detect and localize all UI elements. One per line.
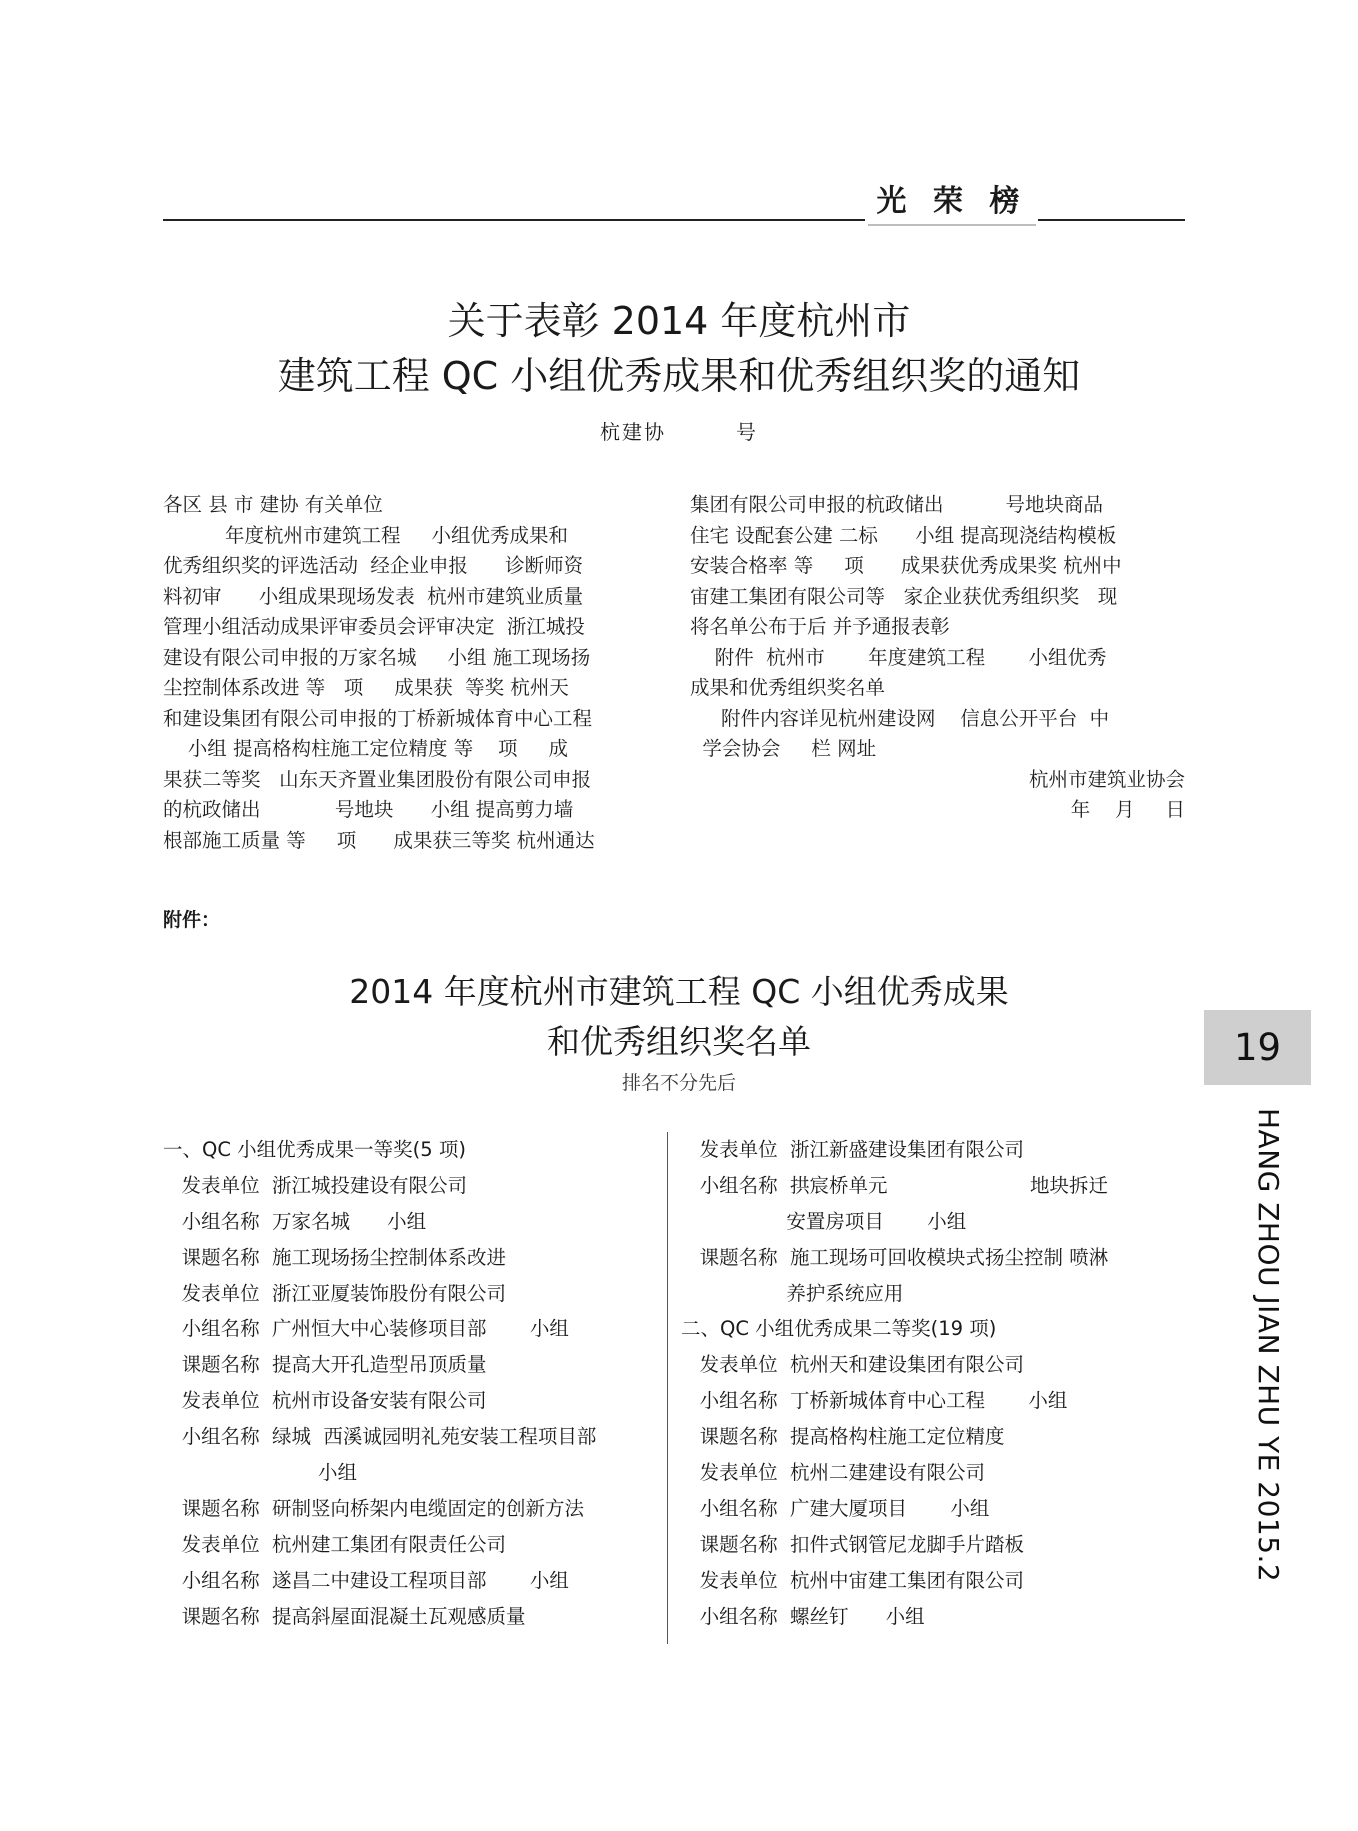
award-list-line: 养护系统应用: [681, 1281, 904, 1305]
award-list-line: 发表单位 杭州二建建设有限公司: [681, 1461, 985, 1485]
award-list-line: 课题名称 研制竖向桥架内电缆固定的创新方法: [163, 1496, 584, 1520]
header-rule-right: [1038, 219, 1185, 221]
award-list-line: 小组名称 遂昌二中建设工程项目部 小组: [163, 1568, 569, 1592]
notice-body-line: 小组 提高格构柱施工定位精度 等 项 成: [163, 737, 568, 760]
document-number: [0, 416, 1358, 445]
award-list-line: 小组名称 绿城 西溪诚园明礼苑安装工程项目部: [163, 1425, 597, 1449]
award-list-line: 安置房项目 小组: [681, 1209, 967, 1233]
award-list-line: 发表单位 杭州市设备安装有限公司: [163, 1389, 487, 1413]
award-list-line: 发表单位 浙江亚厦装饰股份有限公司: [163, 1281, 506, 1305]
section-title: 光 荣 榜: [868, 182, 1036, 226]
award-list-line: 小组名称 广州恒大中心装修项目部 小组: [163, 1317, 569, 1341]
document-number-suffix: 号: [736, 420, 758, 444]
award-list-line: 课题名称 提高格构柱施工定位精度: [681, 1425, 1005, 1449]
award-list-line: 发表单位 杭州天和建设集团有限公司: [681, 1353, 1024, 1377]
notice-title-line2: 建筑工程 QC 小组优秀成果和优秀组织奖的通知: [277, 354, 1081, 398]
award-list-line: 发表单位 杭州中宙建工集团有限公司: [681, 1568, 1024, 1592]
award-list-line: 小组名称 丁桥新城体育中心工程 小组: [681, 1389, 1068, 1413]
page-number: 19: [1204, 1010, 1311, 1085]
award-list-right-column: [681, 1132, 1191, 1634]
notice-body-right-column: [690, 490, 1185, 826]
notice-body-line: 附件 杭州市 年度建筑工程 小组优秀: [690, 645, 1107, 669]
notice-body-line: 各区 县 市 建协 有关单位: [163, 493, 383, 516]
notice-body-line: 的杭政储出 号地块 小组 提高剪力墙: [163, 798, 574, 821]
award-list-line: 小组名称 广建大厦项目 小组: [681, 1496, 990, 1520]
award-list-line: 小组名称 螺丝钉 小组: [681, 1604, 925, 1628]
notice-body-left-column: [163, 490, 655, 856]
signature-date: 年 月 日: [1070, 798, 1185, 821]
award-list-line: 小组: [163, 1461, 357, 1485]
award-list-line: 课题名称 提高大开孔造型吊顶质量: [163, 1353, 487, 1377]
attachment-label: 附件：: [163, 909, 221, 931]
award-list-line: 一、QC 小组优秀成果一等奖(5 项): [163, 1138, 466, 1161]
notice-body-line: 学会协会 栏 网址: [690, 737, 877, 760]
notice-body-line: 将名单公布于后 并予通报表彰: [690, 615, 950, 638]
notice-body-line: 安装合格率 等 项 成果获优秀成果奖 杭州中: [690, 554, 1122, 577]
list-title-line2: 和优秀组织奖名单: [547, 1022, 811, 1061]
notice-title-line1: 关于表彰 2014 年度杭州市: [447, 299, 911, 343]
notice-body-line: 成果和优秀组织奖名单: [690, 676, 886, 699]
notice-body-line: 住宅 设配套公建 二标 小组 提高现浇结构模板: [690, 523, 1117, 547]
award-list-line: 小组名称 万家名城 小组: [163, 1209, 427, 1233]
notice-body-line: 优秀组织奖的评选活动 经企业申报 诊断师资: [163, 554, 584, 577]
notice-body-line: 集团有限公司申报的杭政储出 号地块商品: [690, 493, 1103, 516]
notice-body-line: 料初审 小组成果现场发表 杭州市建筑业质量: [163, 584, 584, 608]
notice-body-line: 建设有限公司申报的万家名城 小组 施工现场扬: [163, 645, 591, 669]
award-list-line: 发表单位 浙江城投建设有限公司: [163, 1173, 467, 1197]
award-list-line: 课题名称 提高斜屋面混凝土瓦观感质量: [163, 1604, 526, 1628]
signature-organization: 杭州市建筑业协会: [1028, 767, 1185, 791]
header-rule-left: [163, 219, 865, 221]
notice-body-line: 根部施工质量 等 项 成果获三等奖 杭州通达: [163, 828, 595, 852]
notice-body-line: 年度杭州市建筑工程 小组优秀成果和: [163, 523, 568, 547]
notice-body-line: 附件内容详见杭州建设网 信息公开平台 中: [690, 706, 1110, 730]
award-list-line: 课题名称 施工现场扬尘控制体系改进: [163, 1245, 506, 1269]
list-note: 排名不分先后: [621, 1072, 736, 1094]
notice-body-line: 宙建工集团有限公司等 家企业获优秀组织奖 现: [690, 584, 1118, 608]
notice-body-line: 和建设集团有限公司申报的丁桥新城体育中心工程: [163, 706, 593, 730]
award-list-line: 二、QC 小组优秀成果二等奖(19 项): [681, 1317, 997, 1341]
document-number-prefix: 杭建协: [600, 420, 666, 444]
column-divider: [667, 1132, 668, 1644]
award-list-line: 小组名称 拱宸桥单元 地块拆迁: [681, 1173, 1109, 1197]
notice-body-line: 管理小组活动成果评审委员会评审决定 浙江城投: [163, 615, 585, 638]
award-list-line: 发表单位 浙江新盛建设集团有限公司: [681, 1138, 1024, 1161]
award-list-line: 课题名称 扣件式钢管尼龙脚手片踏板: [681, 1532, 1024, 1556]
notice-body-line: 果获二等奖 山东天齐置业集团股份有限公司申报: [163, 767, 592, 791]
notice-body-line: 尘控制体系改进 等 项 成果获 等奖 杭州天: [163, 676, 569, 699]
vertical-masthead: HANG ZHOU JIAN ZHU YE 2015.2: [1252, 1108, 1285, 1583]
list-title-line1: 2014 年度杭州市建筑工程 QC 小组优秀成果: [349, 972, 1009, 1011]
award-list-line: 发表单位 杭州建工集团有限责任公司: [163, 1532, 506, 1556]
award-list-line: 课题名称 施工现场可回收模块式扬尘控制 喷淋: [681, 1245, 1109, 1269]
award-list-left-column: [163, 1132, 663, 1634]
